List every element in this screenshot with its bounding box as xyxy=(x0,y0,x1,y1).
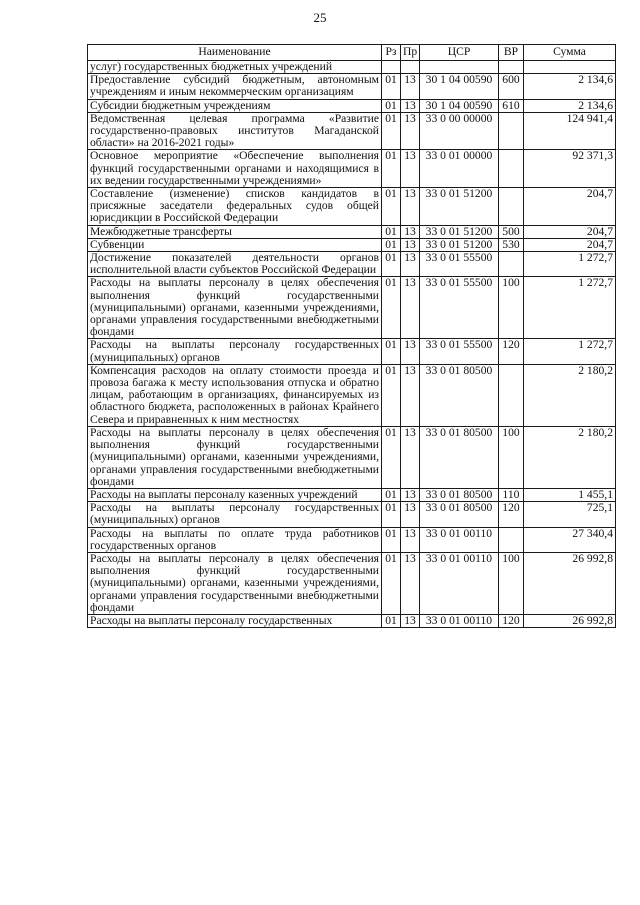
row-name: Расходы на выплаты по оплате труда работников государственных органов xyxy=(88,527,382,552)
row-rz: 01 xyxy=(382,488,401,501)
row-name: Субсидии бюджетным учреждениям xyxy=(88,99,382,112)
row-name: Составление (изменение) списков кандидатов в присяжные заседатели федеральных судов общей юрисдикции в Российской Федерации xyxy=(88,188,382,226)
row-sum: 2 134,6 xyxy=(524,99,616,112)
row-sum: 204,7 xyxy=(524,188,616,226)
header-sum: Сумма xyxy=(524,45,616,61)
row-rz: 01 xyxy=(382,150,401,188)
row-rz: 01 xyxy=(382,112,401,150)
row-sum: 1 272,7 xyxy=(524,252,616,277)
row-sum: 2 180,2 xyxy=(524,364,616,426)
row-vr: 530 xyxy=(499,238,524,251)
row-rz: 01 xyxy=(382,364,401,426)
table-row xyxy=(88,188,616,226)
row-name: Расходы на выплаты персоналу государственных (муниципальных) органов xyxy=(88,339,382,364)
row-vr: 500 xyxy=(499,225,524,238)
row-csr: 33 0 01 51200 xyxy=(420,188,499,226)
table-body xyxy=(88,61,616,628)
row-csr: 33 0 00 00000 xyxy=(420,112,499,150)
row-pr: 13 xyxy=(401,225,420,238)
row-vr: 110 xyxy=(499,488,524,501)
row-name: Компенсация расходов на оплату стоимости проезда и провоза багажа к месту использования отпуска и обратно лицам, работающим в организациях, финансируемых из областного бюджета, расположенных в районах Крайнего Севера и приравненных к ним местностях xyxy=(88,364,382,426)
row-pr: 13 xyxy=(401,614,420,627)
row-pr: 13 xyxy=(401,527,420,552)
row-pr: 13 xyxy=(401,364,420,426)
row-csr: 33 0 01 00110 xyxy=(420,552,499,614)
row-rz: 01 xyxy=(382,99,401,112)
header-name: Наименование xyxy=(88,45,382,61)
row-pr: 13 xyxy=(401,150,420,188)
row-pr: 13 xyxy=(401,552,420,614)
row-rz: 01 xyxy=(382,502,401,527)
continuation-text: услуг) государственных бюджетных учреждений xyxy=(88,61,382,74)
row-vr: 120 xyxy=(499,339,524,364)
row-vr: 600 xyxy=(499,74,524,99)
row-sum: 26 992,8 xyxy=(524,552,616,614)
row-sum: 27 340,4 xyxy=(524,527,616,552)
row-csr: 33 0 01 55500 xyxy=(420,252,499,277)
row-vr: 100 xyxy=(499,426,524,488)
row-rz: 01 xyxy=(382,225,401,238)
row-sum: 1 455,1 xyxy=(524,488,616,501)
row-csr: 33 0 01 00110 xyxy=(420,614,499,627)
row-pr: 13 xyxy=(401,238,420,251)
row-name: Расходы на выплаты персоналу в целях обеспечения выполнения функций государственными (муниципальными) органами, казенными учреждениями, органами управления государственными внебюджетными фондами xyxy=(88,426,382,488)
table-row xyxy=(88,99,616,112)
row-sum: 725,1 xyxy=(524,502,616,527)
row-vr xyxy=(499,252,524,277)
table-row xyxy=(88,614,616,627)
table-row xyxy=(88,252,616,277)
row-csr: 33 0 01 00000 xyxy=(420,150,499,188)
row-sum: 92 371,3 xyxy=(524,150,616,188)
row-name: Расходы на выплаты персоналу государственных xyxy=(88,614,382,627)
row-name: Расходы на выплаты персоналу государственных (муниципальных) органов xyxy=(88,502,382,527)
table-row xyxy=(88,112,616,150)
row-sum: 204,7 xyxy=(524,225,616,238)
header-pr: Пр xyxy=(401,45,420,61)
table-row xyxy=(88,488,616,501)
row-csr: 33 0 01 80500 xyxy=(420,488,499,501)
table-row xyxy=(88,527,616,552)
row-rz: 01 xyxy=(382,339,401,364)
row-csr: 30 1 04 00590 xyxy=(420,74,499,99)
row-rz: 01 xyxy=(382,188,401,226)
row-name: Расходы на выплаты персоналу казенных учреждений xyxy=(88,488,382,501)
table-row xyxy=(88,364,616,426)
row-name: Межбюджетные трансферты xyxy=(88,225,382,238)
row-rz: 01 xyxy=(382,426,401,488)
row-name: Основное мероприятие «Обеспечение выполнения функций государственными органами и находящимися в их ведении государственными учреждениями» xyxy=(88,150,382,188)
row-rz: 01 xyxy=(382,277,401,339)
table-row xyxy=(88,339,616,364)
row-rz: 01 xyxy=(382,238,401,251)
row-vr xyxy=(499,112,524,150)
row-csr: 33 0 01 51200 xyxy=(420,238,499,251)
row-rz: 01 xyxy=(382,527,401,552)
row-rz: 01 xyxy=(382,252,401,277)
table-row xyxy=(88,150,616,188)
row-rz: 01 xyxy=(382,552,401,614)
row-vr: 120 xyxy=(499,614,524,627)
row-csr: 33 0 01 55500 xyxy=(420,277,499,339)
row-csr: 33 0 01 00110 xyxy=(420,527,499,552)
row-pr: 13 xyxy=(401,277,420,339)
row-pr: 13 xyxy=(401,99,420,112)
row-name: Ведомственная целевая программа «Развитие государственно-правовых институтов Магаданской области» на 2016-2021 годы» xyxy=(88,112,382,150)
table-row xyxy=(88,277,616,339)
row-rz: 01 xyxy=(382,614,401,627)
row-pr: 13 xyxy=(401,488,420,501)
row-name: Расходы на выплаты персоналу в целях обеспечения выполнения функций государственными (муниципальными) органами, казенными учреждениями, органами управления государственными внебюджетными фондами xyxy=(88,277,382,339)
row-csr: 30 1 04 00590 xyxy=(420,99,499,112)
row-name: Достижение показателей деятельности органов исполнительной власти субъектов Российской Федерации xyxy=(88,252,382,277)
row-csr: 33 0 01 80500 xyxy=(420,364,499,426)
row-sum: 204,7 xyxy=(524,238,616,251)
row-pr: 13 xyxy=(401,188,420,226)
table-row xyxy=(88,225,616,238)
row-pr: 13 xyxy=(401,339,420,364)
row-rz: 01 xyxy=(382,74,401,99)
row-sum: 124 941,4 xyxy=(524,112,616,150)
row-pr: 13 xyxy=(401,74,420,99)
row-sum: 1 272,7 xyxy=(524,277,616,339)
row-vr xyxy=(499,188,524,226)
row-vr xyxy=(499,527,524,552)
row-vr xyxy=(499,364,524,426)
table-row xyxy=(88,238,616,251)
table-row xyxy=(88,552,616,614)
row-vr: 100 xyxy=(499,277,524,339)
table-row xyxy=(88,74,616,99)
row-csr: 33 0 01 80500 xyxy=(420,426,499,488)
row-csr: 33 0 01 51200 xyxy=(420,225,499,238)
row-sum: 1 272,7 xyxy=(524,339,616,364)
row-csr: 33 0 01 55500 xyxy=(420,339,499,364)
header-csr: ЦСР xyxy=(420,45,499,61)
row-sum: 2 134,6 xyxy=(524,74,616,99)
row-pr: 13 xyxy=(401,252,420,277)
row-name: Расходы на выплаты персоналу в целях обеспечения выполнения функций государственными (муниципальными) органами, казенными учреждениями, органами управления государственными внебюджетными фондами xyxy=(88,552,382,614)
table-header-row xyxy=(88,45,616,61)
header-vr: ВР xyxy=(499,45,524,61)
table-row xyxy=(88,502,616,527)
row-vr: 100 xyxy=(499,552,524,614)
row-vr: 120 xyxy=(499,502,524,527)
page-number: 25 xyxy=(313,10,327,25)
budget-table xyxy=(87,44,616,628)
continuation-row xyxy=(88,61,616,74)
row-sum: 26 992,8 xyxy=(524,614,616,627)
row-vr xyxy=(499,150,524,188)
row-pr: 13 xyxy=(401,502,420,527)
table-row xyxy=(88,426,616,488)
row-pr: 13 xyxy=(401,426,420,488)
row-csr: 33 0 01 80500 xyxy=(420,502,499,527)
row-sum: 2 180,2 xyxy=(524,426,616,488)
row-name: Предоставление субсидий бюджетным, автономным учреждениям и иным некоммерческим организациям xyxy=(88,74,382,99)
row-vr: 610 xyxy=(499,99,524,112)
row-name: Субвенции xyxy=(88,238,382,251)
row-pr: 13 xyxy=(401,112,420,150)
header-rz: Рз xyxy=(382,45,401,61)
